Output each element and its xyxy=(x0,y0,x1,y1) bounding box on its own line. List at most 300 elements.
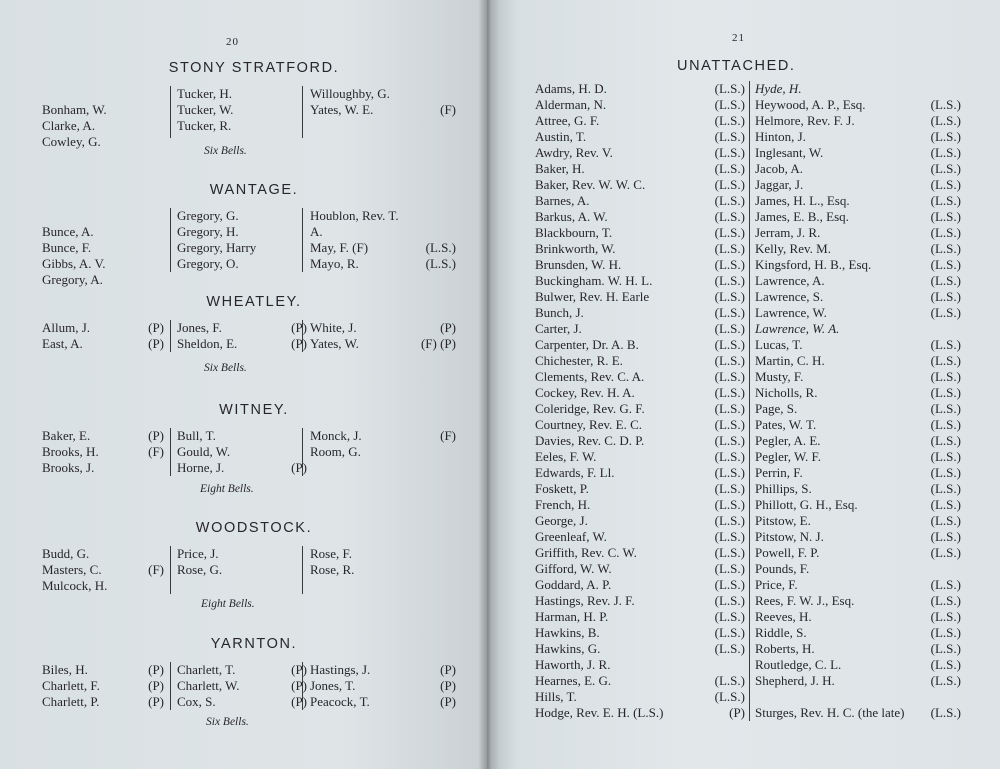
ringer-entry xyxy=(177,240,311,256)
ringer-name: Gifford, W. W. xyxy=(535,561,612,576)
ringer-mark: (L.S.) xyxy=(714,673,745,688)
parish-section xyxy=(30,294,470,352)
ringer-name: Pegler, W. F. xyxy=(755,449,821,464)
ringer-name: Coleridge, Rev. G. F. xyxy=(535,401,645,416)
ringer-mark: (L.S.) xyxy=(930,113,961,128)
ringer-entry xyxy=(42,102,168,118)
ringer-column xyxy=(42,546,168,594)
ringer-entry xyxy=(310,256,460,272)
ringer-entry xyxy=(535,497,745,513)
ringer-entry xyxy=(177,336,311,352)
ringer-name: Charlett, W. xyxy=(177,678,240,693)
ringer-mark: (L.S.) xyxy=(714,593,745,608)
ringer-grid xyxy=(30,662,470,710)
ringer-name: Chichester, R. E. xyxy=(535,353,623,368)
ringer-entry xyxy=(755,529,961,545)
ringer-entry xyxy=(177,562,311,578)
ringer-name: Roberts, H. xyxy=(755,641,815,656)
ringer-entry xyxy=(42,662,168,678)
ringer-entry xyxy=(42,224,168,240)
ringer-entry xyxy=(755,193,961,209)
ringer-name: Bunce, A. xyxy=(42,224,94,239)
ringer-mark: (L.S.) xyxy=(930,673,961,688)
ringer-name: Gregory, O. xyxy=(177,256,239,271)
ringer-name: James, E. B., Esq. xyxy=(755,209,849,224)
ringer-entry xyxy=(42,428,168,444)
ringer-name: Bulwer, Rev. H. Earle xyxy=(535,289,650,304)
ringer-name: Shepherd, J. H. xyxy=(755,673,835,688)
ringer-mark: (L.S.) xyxy=(930,177,961,192)
ringer-name: Bunce, F. xyxy=(42,240,92,255)
ringer-mark: (L.S.) xyxy=(714,449,745,464)
ringer-entry xyxy=(535,545,745,561)
ringer-name: Pitstow, N. J. xyxy=(755,529,824,544)
ringer-entry xyxy=(42,546,168,562)
ringer-entry xyxy=(755,609,961,625)
ringer-entry xyxy=(310,320,460,336)
ringer-grid xyxy=(30,320,470,352)
ringer-entry xyxy=(755,401,961,417)
ringer-name: Barnes, A. xyxy=(535,193,590,208)
ringer-entry xyxy=(535,321,745,337)
ringer-name: Austin, T. xyxy=(535,129,587,144)
left-page xyxy=(0,0,487,769)
ringer-name: Pounds, F. xyxy=(755,561,810,576)
ringer-mark: (P) xyxy=(440,694,456,709)
ringer-entry xyxy=(535,289,745,305)
ringer-entry xyxy=(42,134,168,150)
ringer-entry xyxy=(310,240,460,256)
ringer-column xyxy=(170,86,311,138)
ringer-entry xyxy=(535,625,745,641)
ringer-entry xyxy=(535,369,745,385)
ringer-mark: (L.S.) xyxy=(714,513,745,528)
ringer-column xyxy=(42,662,168,710)
ringer-name: Lawrence, W. xyxy=(755,305,827,320)
ringer-entry xyxy=(535,97,745,113)
ringer-entry xyxy=(535,353,745,369)
ringer-entry xyxy=(535,257,745,273)
ringer-name: White, J. xyxy=(310,320,357,335)
ringer-mark: (L.S.) xyxy=(930,129,961,144)
ringer-entry xyxy=(535,593,745,609)
ringer-entry xyxy=(755,145,961,161)
ringer-mark xyxy=(456,546,460,562)
ringer-name: Jacob, A. xyxy=(755,161,804,176)
bells-note: Eight Bells. xyxy=(200,483,254,495)
ringer-mark: (L.S.) xyxy=(714,305,745,320)
ringer-name: Baker, Rev. W. W. C. xyxy=(535,177,646,192)
ringer-mark: (L.S.) xyxy=(714,337,745,352)
ringer-mark xyxy=(164,224,168,240)
ringer-name: Charlett, T. xyxy=(177,662,236,677)
ringer-mark: (L.S.) xyxy=(930,369,961,384)
ringer-entry xyxy=(755,433,961,449)
ringer-entry xyxy=(310,86,460,102)
ringer-mark xyxy=(456,208,460,224)
ringer-entry xyxy=(310,428,460,444)
ringer-mark xyxy=(164,86,168,102)
ringer-mark: (L.S.) xyxy=(714,145,745,160)
ringer-entry xyxy=(535,161,745,177)
bells-note: Eight Bells. xyxy=(201,598,255,610)
ringer-entry xyxy=(535,561,745,577)
ringer-name: Inglesant, W. xyxy=(755,145,824,160)
ringer-name: Willoughby, G. xyxy=(310,86,390,101)
ringer-entry xyxy=(535,705,745,721)
ringer-mark: (L.S.) xyxy=(930,161,961,176)
ringer-entry xyxy=(177,86,311,102)
ringer-mark: (P) xyxy=(148,320,164,335)
ringer-name: Houblon, Rev. T. xyxy=(310,208,399,223)
ringer-mark: (P) xyxy=(148,694,164,709)
section-title: UNATTACHED. xyxy=(677,58,796,74)
ringer-name: Lawrence, A. xyxy=(755,273,825,288)
ringer-name: Buckingham. W. H. L. xyxy=(535,273,653,288)
ringer-mark: (L.S.) xyxy=(930,385,961,400)
ringer-column xyxy=(302,86,460,138)
ringer-mark: (L.S.) xyxy=(714,545,745,560)
ringer-name: Price, F. xyxy=(755,577,798,592)
ringer-column xyxy=(302,662,460,710)
ringer-name: Hastings, Rev. J. F. xyxy=(535,593,635,608)
ringer-name: Gould, W. xyxy=(177,444,231,459)
ringer-entry xyxy=(42,562,168,578)
ringer-name: Hyde, H. xyxy=(755,81,802,96)
ringer-entry xyxy=(755,161,961,177)
ringer-column xyxy=(302,428,460,476)
ringer-entry xyxy=(310,208,460,224)
ringer-mark: (L.S.) xyxy=(930,497,961,512)
ringer-entry xyxy=(310,546,460,562)
ringer-mark: (L.S.) xyxy=(930,545,961,560)
ringer-name: Budd, G. xyxy=(42,546,90,561)
ringer-entry xyxy=(755,337,961,353)
ringer-mark xyxy=(164,546,168,562)
ringer-mark xyxy=(164,256,168,272)
parish-section xyxy=(30,636,470,710)
ringer-mark xyxy=(164,578,168,594)
section-title: WOODSTOCK. xyxy=(195,520,313,536)
ringer-name: Goddard, A. P. xyxy=(535,577,612,592)
ringer-entry xyxy=(755,81,961,97)
ringer-mark: (L.S.) xyxy=(714,193,745,208)
ringer-mark xyxy=(164,134,168,150)
ringer-entry xyxy=(42,336,168,352)
section-title: YARNTON. xyxy=(210,636,298,652)
ringer-name: Routledge, C. L. xyxy=(755,657,842,672)
ringer-mark: (L.S.) xyxy=(930,209,961,224)
ringer-name: Adams, H. D. xyxy=(535,81,607,96)
ringer-mark: (L.S.) xyxy=(930,193,961,208)
ringer-column xyxy=(302,546,460,594)
ringer-mark: (L.S.) xyxy=(714,609,745,624)
ringer-mark: (L.S.) xyxy=(930,145,961,160)
ringer-name: Hawkins, G. xyxy=(535,641,601,656)
ringer-entry xyxy=(755,513,961,529)
ringer-name: A. xyxy=(310,224,323,239)
ringer-entry xyxy=(755,561,961,577)
ringer-mark: (L.S.) xyxy=(930,401,961,416)
ringer-mark: (F) xyxy=(440,428,456,443)
ringer-mark: (L.S.) xyxy=(930,353,961,368)
ringer-entry xyxy=(535,385,745,401)
ringer-name: Rose, G. xyxy=(177,562,223,577)
ringer-name: Sheldon, E. xyxy=(177,336,238,351)
ringer-entry xyxy=(42,86,168,102)
ringer-name: Lawrence, S. xyxy=(755,289,824,304)
ringer-entry xyxy=(310,694,460,710)
ringer-mark: (L.S.) xyxy=(714,289,745,304)
bells-note: Six Bells. xyxy=(204,145,247,157)
ringer-column xyxy=(170,208,311,272)
ringer-mark: (L.S.) xyxy=(930,433,961,448)
ringer-entry xyxy=(42,272,168,288)
ringer-entry xyxy=(177,694,311,710)
ringer-name: Rose, F. xyxy=(310,546,352,561)
ringer-entry xyxy=(535,673,745,689)
ringer-name: May, F. (F) xyxy=(310,240,369,255)
page-number: 20 xyxy=(226,36,239,48)
ringer-entry xyxy=(535,193,745,209)
ringer-name: James, H. L., Esq. xyxy=(755,193,850,208)
ringer-grid xyxy=(30,546,470,594)
ringer-entry xyxy=(755,417,961,433)
ringer-entry xyxy=(755,353,961,369)
ringer-name: Powell, F. P. xyxy=(755,545,820,560)
ringer-entry xyxy=(177,102,311,118)
ringer-mark: (L.S.) xyxy=(714,81,745,96)
ringer-name: Mulcock, H. xyxy=(42,578,108,593)
ringer-mark: (P) xyxy=(148,336,164,351)
ringer-entry xyxy=(535,465,745,481)
ringer-entry xyxy=(535,305,745,321)
ringer-name: Musty, F. xyxy=(755,369,804,384)
ringer-name: Gregory, A. xyxy=(42,272,103,287)
ringer-name: Jerram, J. R. xyxy=(755,225,821,240)
ringer-mark: (L.S.) xyxy=(930,305,961,320)
ringer-entry xyxy=(535,129,745,145)
ringer-mark: (L.S.) xyxy=(930,625,961,640)
ringer-name: Pitstow, E. xyxy=(755,513,811,528)
ringer-name: Kelly, Rev. M. xyxy=(755,241,831,256)
ringer-mark: (L.S.) xyxy=(714,321,745,336)
ringer-entry xyxy=(177,444,311,460)
ringer-name: Perrin, F. xyxy=(755,465,803,480)
ringer-name: Bunch, J. xyxy=(535,305,584,320)
ringer-name: Gibbs, A. V. xyxy=(42,256,106,271)
ringer-entry xyxy=(42,678,168,694)
ringer-name: Rose, R. xyxy=(310,562,355,577)
ringer-entry xyxy=(177,460,311,476)
ringer-column xyxy=(170,662,311,710)
ringer-entry xyxy=(535,657,745,673)
section-title: WANTAGE. xyxy=(209,182,299,198)
ringer-name: Price, J. xyxy=(177,546,219,561)
ringer-entry xyxy=(535,417,745,433)
ringer-name: Page, S. xyxy=(755,401,798,416)
ringer-entry xyxy=(755,257,961,273)
ringer-mark xyxy=(164,272,168,288)
ringer-mark xyxy=(164,102,168,118)
ringer-entry xyxy=(755,689,961,721)
parish-section xyxy=(30,402,470,476)
ringer-name: Lawrence, W. A. xyxy=(755,321,840,336)
ringer-mark: (L.S.) xyxy=(930,97,961,112)
ringer-entry xyxy=(755,177,961,193)
ringer-name: Courtney, Rev. E. C. xyxy=(535,417,642,432)
ringer-mark: (L.S.) xyxy=(714,161,745,176)
ringer-mark: (L.S.) xyxy=(930,641,961,656)
ringer-entry xyxy=(535,225,745,241)
ringer-name: Room, G. xyxy=(310,444,361,459)
ringer-entry xyxy=(177,224,311,240)
ringer-mark: (L.S.) xyxy=(714,465,745,480)
ringer-name: Riddle, S. xyxy=(755,625,807,640)
ringer-name: Charlett, P. xyxy=(42,694,100,709)
ringer-entry xyxy=(755,593,961,609)
ringer-mark: (L.S.) xyxy=(714,481,745,496)
ringer-entry xyxy=(755,129,961,145)
ringer-column xyxy=(42,320,168,352)
ringer-name: Bonham, W. xyxy=(42,102,107,117)
ringer-entry xyxy=(755,641,961,657)
ringer-name: Blackbourn, T. xyxy=(535,225,613,240)
ringer-mark: (F) (P) xyxy=(420,336,456,351)
ringer-entry xyxy=(755,465,961,481)
ringer-name: Brinkworth, W. xyxy=(535,241,616,256)
ringer-entry xyxy=(535,177,745,193)
ringer-entry xyxy=(177,662,311,678)
ringer-name: Martin, C. H. xyxy=(755,353,825,368)
ringer-entry xyxy=(42,320,168,336)
ringer-name: Horne, J. xyxy=(177,460,225,475)
ringer-mark: (L.S.) xyxy=(714,577,745,592)
ringer-column xyxy=(302,208,460,272)
ringer-entry xyxy=(177,320,311,336)
ringer-column xyxy=(170,546,311,594)
ringer-name: Foskett, P. xyxy=(535,481,589,496)
ringer-entry xyxy=(535,209,745,225)
ringer-mark: (L.S.) xyxy=(930,257,961,272)
ringer-entry xyxy=(535,577,745,593)
ringer-mark: (P) xyxy=(291,662,307,677)
ringer-mark: (L.S.) xyxy=(714,273,745,288)
ringer-name: Mayo, R. xyxy=(310,256,359,271)
ringer-mark: (P) xyxy=(148,428,164,443)
ringer-mark: (L.S.) xyxy=(714,225,745,240)
ringer-entry xyxy=(755,497,961,513)
ringer-name: Clements, Rev. C. A. xyxy=(535,369,645,384)
ringer-entry xyxy=(42,208,168,224)
ringer-mark xyxy=(456,444,460,460)
ringer-name: Attree, G. F. xyxy=(535,113,600,128)
ringer-name: Brooks, J. xyxy=(42,460,95,475)
ringer-mark: (L.S.) xyxy=(714,641,745,656)
ringer-mark: (L.S.) xyxy=(930,529,961,544)
ringer-name: Nicholls, R. xyxy=(755,385,818,400)
name-column xyxy=(749,81,961,721)
ringer-mark: (L.S.) xyxy=(930,657,961,672)
ringer-mark: (F) xyxy=(148,562,164,577)
ringer-mark: (L.S.) xyxy=(714,401,745,416)
parish-section xyxy=(30,520,470,594)
ringer-entry xyxy=(177,118,311,134)
ringer-entry xyxy=(535,401,745,417)
ringer-entry xyxy=(755,545,961,561)
ringer-name: Haworth, J. R. xyxy=(535,657,611,672)
ringer-entry xyxy=(755,209,961,225)
ringer-mark: (L.S.) xyxy=(930,449,961,464)
ringer-mark: (L.S.) xyxy=(425,240,456,255)
ringer-mark: (L.S.) xyxy=(930,273,961,288)
parish-section xyxy=(30,60,470,149)
ringer-name: Tucker, H. xyxy=(177,86,232,101)
page-number: 21 xyxy=(732,32,745,44)
ringer-name: Carter, J. xyxy=(535,321,582,336)
ringer-entry xyxy=(535,513,745,529)
ringer-name: Gregory, G. xyxy=(177,208,239,223)
ringer-entry xyxy=(755,225,961,241)
ringer-column xyxy=(42,208,168,287)
ringer-name: Greenleaf, W. xyxy=(535,529,607,544)
ringer-mark xyxy=(456,86,460,102)
ringer-name: Charlett, F. xyxy=(42,678,100,693)
ringer-name: Allum, J. xyxy=(42,320,91,335)
ringer-name: Barkus, A. W. xyxy=(535,209,608,224)
ringer-name: Biles, H. xyxy=(42,662,88,677)
ringer-entry xyxy=(42,694,168,710)
ringer-name: Hearnes, E. G. xyxy=(535,673,612,688)
ringer-name: Hastings, J. xyxy=(310,662,371,677)
ringer-mark: (L.S.) xyxy=(930,225,961,240)
name-column xyxy=(535,81,745,721)
ringer-mark: (P) xyxy=(291,678,307,693)
ringer-mark: (L.S.) xyxy=(714,353,745,368)
ringer-entry xyxy=(310,102,460,118)
ringer-entry xyxy=(755,321,961,337)
ringer-entry xyxy=(755,305,961,321)
ringer-name: Lucas, T. xyxy=(755,337,803,352)
ringer-name: Eeles, F. W. xyxy=(535,449,597,464)
ringer-entry xyxy=(535,337,745,353)
ringer-name: Sturges, Rev. H. C. (the late) xyxy=(755,705,905,720)
ringer-name: East, A. xyxy=(42,336,83,351)
ringer-name: Gregory, H. xyxy=(177,224,239,239)
ringer-entry xyxy=(755,449,961,465)
ringer-name: Kingsford, H. B., Esq. xyxy=(755,257,872,272)
ringer-entry xyxy=(755,113,961,129)
ringer-column xyxy=(302,320,460,352)
ringer-name: Cowley, G. xyxy=(42,134,101,149)
ringer-name: Jaggar, J. xyxy=(755,177,804,192)
ringer-entry xyxy=(310,444,460,460)
ringer-name: Bull, T. xyxy=(177,428,216,443)
ringer-name: Yates, W. xyxy=(310,336,359,351)
ringer-mark: (P) xyxy=(729,705,745,720)
ringer-name: French, H. xyxy=(535,497,591,512)
ringer-mark: (L.S.) xyxy=(714,209,745,224)
ringer-mark: (L.S.) xyxy=(714,241,745,256)
ringer-name: Hodge, Rev. E. H. (L.S.) xyxy=(535,705,664,720)
ringer-name: Jones, T. xyxy=(310,678,356,693)
ringer-name: Jones, F. xyxy=(177,320,222,335)
ringer-column xyxy=(42,86,168,149)
ringer-mark: (L.S.) xyxy=(714,177,745,192)
ringer-name: Alderman, N. xyxy=(535,97,607,112)
ringer-name: George, J. xyxy=(535,513,588,528)
ringer-name: Helmore, Rev. F. J. xyxy=(755,113,855,128)
